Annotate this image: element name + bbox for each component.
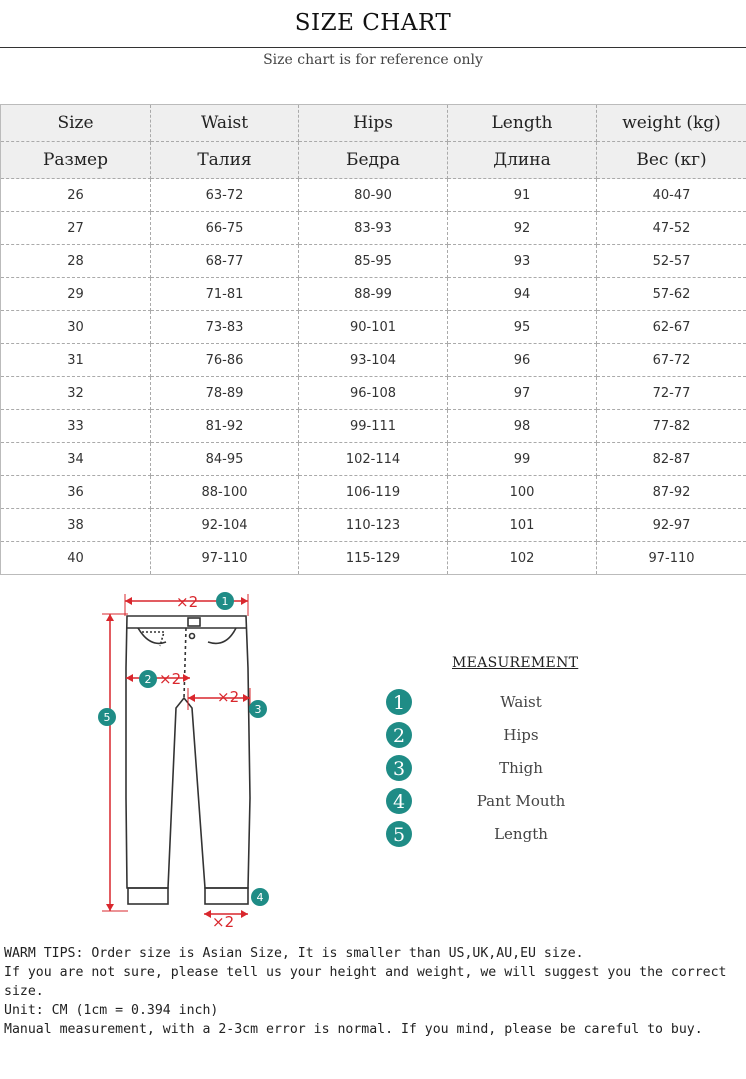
cell-waist: 71-81 [151, 278, 299, 311]
cell-length: 92 [448, 212, 597, 245]
number-3-icon [384, 754, 414, 782]
table-row [1, 377, 746, 410]
header-waist-ru: Талия [151, 142, 299, 179]
cell-weight: 40-47 [597, 179, 746, 212]
badge-3-icon [249, 700, 267, 718]
cell-length: 99 [448, 443, 597, 476]
badge-4-icon [251, 888, 269, 906]
cell-hips: 93-104 [299, 344, 448, 377]
cell-hips: 96-108 [299, 377, 448, 410]
page-title: SIZE CHART [294, 10, 452, 36]
table-row [1, 212, 746, 245]
cell-weight: 47-52 [597, 212, 746, 245]
cell-size: 40 [1, 542, 151, 575]
tip-line: Manual measurement, with a 2-3cm error is normal. If you mind, please be careful to buy. [4, 1022, 703, 1037]
measurement-item [384, 688, 664, 716]
table-row [1, 278, 746, 311]
header-size: Size [1, 105, 151, 142]
tip-line: Unit: CM (1cm = 0.394 inch) [4, 1003, 219, 1018]
cell-waist: 88-100 [151, 476, 299, 509]
measurement-title: MEASUREMENT [452, 655, 579, 671]
header-hips: Hips [299, 105, 448, 142]
measurement-label: Length [494, 825, 548, 843]
cell-weight: 72-77 [597, 377, 746, 410]
cell-size: 31 [1, 344, 151, 377]
cell-weight: 97-110 [597, 542, 746, 575]
measurement-label: Thigh [499, 759, 543, 777]
cell-size: 27 [1, 212, 151, 245]
cell-size: 34 [1, 443, 151, 476]
tip-line: If you are not sure, please tell us your height and weight, we will suggest you the correct size. [4, 965, 727, 999]
table-row [1, 311, 746, 344]
cell-length: 97 [448, 377, 597, 410]
header-length: Length [448, 105, 597, 142]
cell-waist: 66-75 [151, 212, 299, 245]
measurement-item [384, 787, 664, 815]
cell-waist: 97-110 [151, 542, 299, 575]
badge-5-icon [98, 708, 116, 726]
cell-weight: 77-82 [597, 410, 746, 443]
cell-length: 98 [448, 410, 597, 443]
cell-weight: 82-87 [597, 443, 746, 476]
cell-size: 29 [1, 278, 151, 311]
cell-hips: 88-99 [299, 278, 448, 311]
cell-weight: 67-72 [597, 344, 746, 377]
measurement-item [384, 820, 664, 848]
title-divider [0, 47, 746, 48]
cell-waist: 84-95 [151, 443, 299, 476]
cell-hips: 80-90 [299, 179, 448, 212]
cell-length: 91 [448, 179, 597, 212]
measurement-item [384, 754, 664, 782]
svg-text:5: 5 [103, 711, 111, 724]
svg-text:5: 5 [392, 824, 406, 846]
hips-multiplier: ×2 [159, 670, 182, 688]
number-4-icon [384, 787, 414, 815]
cell-length: 95 [448, 311, 597, 344]
number-1-icon [384, 688, 414, 716]
cell-size: 36 [1, 476, 151, 509]
table-row [1, 410, 746, 443]
cell-size: 32 [1, 377, 151, 410]
cell-hips: 115-129 [299, 542, 448, 575]
svg-text:3: 3 [392, 758, 406, 780]
svg-text:2: 2 [144, 673, 152, 686]
number-5-icon [384, 820, 414, 848]
measurement-label: Hips [503, 726, 539, 744]
table-row [1, 509, 746, 542]
cell-waist: 81-92 [151, 410, 299, 443]
cell-weight: 62-67 [597, 311, 746, 344]
cell-waist: 78-89 [151, 377, 299, 410]
cell-weight: 52-57 [597, 245, 746, 278]
warm-tips [4, 944, 744, 1039]
tip-line: WARM TIPS: Order size is Asian Size, It is smaller than US,UK,AU,EU size. [4, 946, 584, 961]
size-table [0, 104, 746, 575]
cell-waist: 63-72 [151, 179, 299, 212]
header-size-ru: Размер [1, 142, 151, 179]
cell-waist: 68-77 [151, 245, 299, 278]
cell-waist: 76-86 [151, 344, 299, 377]
measurement-item [384, 721, 664, 749]
table-row [1, 476, 746, 509]
cell-hips: 85-95 [299, 245, 448, 278]
cell-size: 33 [1, 410, 151, 443]
header-waist: Waist [151, 105, 299, 142]
thigh-multiplier: ×2 [217, 688, 240, 706]
cell-hips: 90-101 [299, 311, 448, 344]
pants-outline [126, 616, 250, 904]
header-hips-ru: Бедра [299, 142, 448, 179]
measurement-label: Waist [500, 693, 542, 711]
cell-hips: 110-123 [299, 509, 448, 542]
table-row [1, 443, 746, 476]
cell-length: 94 [448, 278, 597, 311]
svg-text:2: 2 [392, 725, 406, 747]
cell-length: 93 [448, 245, 597, 278]
cell-hips: 83-93 [299, 212, 448, 245]
cell-size: 38 [1, 509, 151, 542]
cell-hips: 102-114 [299, 443, 448, 476]
cell-length: 100 [448, 476, 597, 509]
cell-hips: 106-119 [299, 476, 448, 509]
badge-1-icon [216, 592, 234, 610]
badge-2-icon [139, 670, 157, 688]
header-row-en [1, 105, 746, 142]
header-length-ru: Длина [448, 142, 597, 179]
table-row [1, 542, 746, 575]
pants-diagram [80, 588, 280, 928]
cell-weight: 87-92 [597, 476, 746, 509]
cell-size: 30 [1, 311, 151, 344]
cell-weight: 57-62 [597, 278, 746, 311]
svg-text:1: 1 [392, 692, 406, 714]
cell-hips: 99-111 [299, 410, 448, 443]
cell-waist: 92-104 [151, 509, 299, 542]
table-row [1, 245, 746, 278]
header-weight: weight (kg) [597, 105, 746, 142]
svg-text:4: 4 [256, 891, 264, 904]
cell-size: 28 [1, 245, 151, 278]
length-dimension [102, 614, 128, 911]
cell-size: 26 [1, 179, 151, 212]
table-row [1, 344, 746, 377]
cell-weight: 92-97 [597, 509, 746, 542]
waist-multiplier: ×2 [176, 593, 199, 611]
cell-length: 101 [448, 509, 597, 542]
svg-text:3: 3 [254, 703, 262, 716]
cell-waist: 73-83 [151, 311, 299, 344]
pant-mouth-multiplier: ×2 [212, 913, 235, 928]
svg-text:4: 4 [392, 791, 406, 813]
subtitle: Size chart is for reference only [263, 52, 483, 68]
measurement-label: Pant Mouth [476, 792, 566, 810]
header-weight-ru: Вес (кг) [597, 142, 746, 179]
cell-length: 96 [448, 344, 597, 377]
cell-length: 102 [448, 542, 597, 575]
svg-text:1: 1 [221, 595, 229, 608]
number-2-icon [384, 721, 414, 749]
header-row-ru [1, 142, 746, 179]
table-row [1, 179, 746, 212]
